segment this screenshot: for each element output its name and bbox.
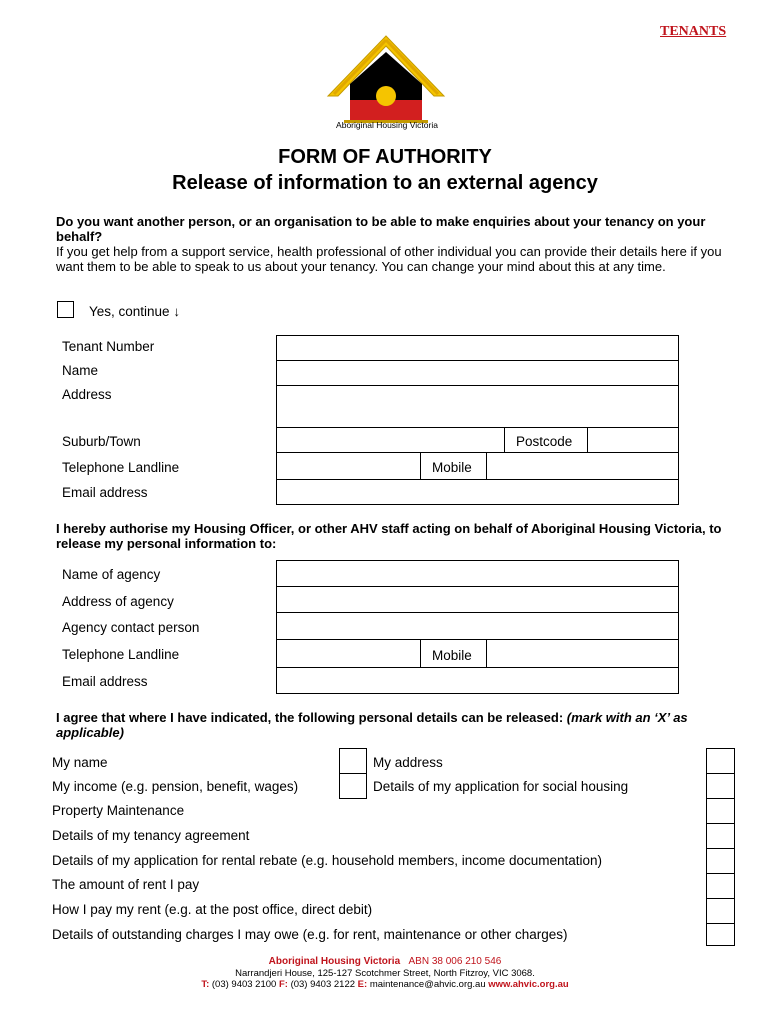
- telephone-label: Telephone Landline: [62, 460, 180, 475]
- agree-text: [56, 710, 722, 740]
- footer-org-line: [0, 956, 770, 967]
- checkbox-my-income[interactable]: [339, 773, 367, 799]
- agency-address-field[interactable]: [276, 586, 679, 613]
- tenant-number-field[interactable]: [276, 335, 679, 361]
- checkbox-rent-how[interactable]: [706, 898, 735, 924]
- ahv-logo: [320, 34, 452, 134]
- agency-telephone-label: Telephone Landline: [62, 647, 180, 662]
- address-label: Address: [62, 387, 112, 402]
- footer-website[interactable]: www.ahvic.org.au: [488, 979, 569, 990]
- name-label: Name: [62, 363, 99, 378]
- item-my-income: My income (e.g. pension, benefit, wages): [52, 779, 299, 794]
- intro-body: If you get help from a support service, health professional of other individual you can provide their details here if you want them to be able to speak to us about your tenancy. You can change your mind about this at any time.: [56, 244, 722, 274]
- agency-name-label: Name of agency: [62, 567, 161, 582]
- agency-contact-field[interactable]: [276, 612, 679, 640]
- form-subtitle: Release of information to an external agency: [172, 172, 598, 194]
- checkbox-outstanding[interactable]: [706, 923, 735, 946]
- checkbox-application-social[interactable]: [706, 773, 735, 799]
- item-outstanding: Details of outstanding charges I may owe (e.g. for rent, maintenance or other charges): [52, 927, 568, 942]
- agency-email-field[interactable]: [276, 667, 679, 694]
- authorise-text: I hereby authorise my Housing Officer, or other AHV staff acting on behalf of Aboriginal Housing Victoria, to release my personal information to:: [56, 521, 722, 551]
- item-rent-how: How I pay my rent (e.g. at the post office, direct debit): [52, 902, 373, 917]
- footer-e-label: E:: [357, 979, 368, 990]
- checkbox-my-name[interactable]: [339, 748, 367, 774]
- form-title: FORM OF AUTHORITY: [278, 146, 492, 168]
- item-rebate: Details of my application for rental rebate (e.g. household members, income documentation): [52, 853, 603, 868]
- item-rent-amount: The amount of rent I pay: [52, 877, 200, 892]
- footer-org: Aboriginal Housing Victoria: [268, 956, 401, 967]
- agency-name-field[interactable]: [276, 560, 679, 587]
- checkbox-my-address[interactable]: [706, 748, 735, 774]
- agency-mobile-field[interactable]: [486, 639, 679, 668]
- postcode-label: Postcode: [516, 434, 573, 449]
- agency-telephone-field[interactable]: [276, 639, 421, 668]
- checkbox-rebate[interactable]: [706, 848, 735, 874]
- email-field[interactable]: [276, 479, 679, 505]
- agency-address-label: Address of agency: [62, 594, 174, 609]
- email-label: Email address: [62, 485, 148, 500]
- name-field[interactable]: [276, 360, 679, 386]
- agree-text-italic: (mark with an ‘X’ as applicable): [56, 710, 688, 740]
- checkbox-rent-amount[interactable]: [706, 873, 735, 899]
- footer-address: Narrandjeri House, 125-127 Scotchmer Street, North Fitzroy, VIC 3068.: [235, 968, 535, 979]
- agency-contact-label: Agency contact person: [62, 620, 200, 635]
- footer-t-label: T:: [201, 979, 210, 990]
- footer-fax: (03) 9403 2122: [290, 979, 356, 990]
- checkbox-property[interactable]: [706, 798, 735, 824]
- checkbox-tenancy[interactable]: [706, 823, 735, 849]
- suburb-label: Suburb/Town: [62, 434, 141, 449]
- agency-mobile-label: Mobile: [432, 648, 472, 663]
- footer-email[interactable]: maintenance@ahvic.org.au: [369, 979, 486, 990]
- telephone-field[interactable]: [276, 452, 421, 480]
- continue-label: Yes, continue ↓: [89, 304, 181, 319]
- mobile-label: Mobile: [432, 460, 472, 475]
- address-field[interactable]: [276, 385, 679, 428]
- tenants-tag: TENANTS: [660, 24, 727, 39]
- item-tenancy: Details of my tenancy agreement: [52, 828, 250, 843]
- item-property: Property Maintenance: [52, 803, 185, 818]
- suburb-field[interactable]: [276, 427, 505, 453]
- footer-abn: ABN 38 006 210 546: [408, 956, 502, 967]
- logo-caption: Aboriginal Housing Victoria: [336, 120, 438, 130]
- tenant-number-label: Tenant Number: [62, 339, 155, 354]
- item-my-name: My name: [52, 755, 108, 770]
- item-my-address: My address: [373, 755, 443, 770]
- mobile-field[interactable]: [486, 452, 679, 480]
- postcode-field[interactable]: [587, 427, 679, 453]
- item-application-social: Details of my application for social housing: [373, 779, 629, 794]
- footer-f-label: F:: [278, 979, 288, 990]
- agree-text-bold: I agree that where I have indicated, the following personal details can be released:: [56, 710, 567, 725]
- footer-phone: (03) 9403 2100: [211, 979, 277, 990]
- continue-checkbox[interactable]: [57, 301, 74, 318]
- intro-question: Do you want another person, or an organisation to be able to make enquiries about your tenancy on your behalf?: [56, 214, 706, 244]
- footer-contact-line: [0, 979, 770, 990]
- agency-email-label: Email address: [62, 674, 148, 689]
